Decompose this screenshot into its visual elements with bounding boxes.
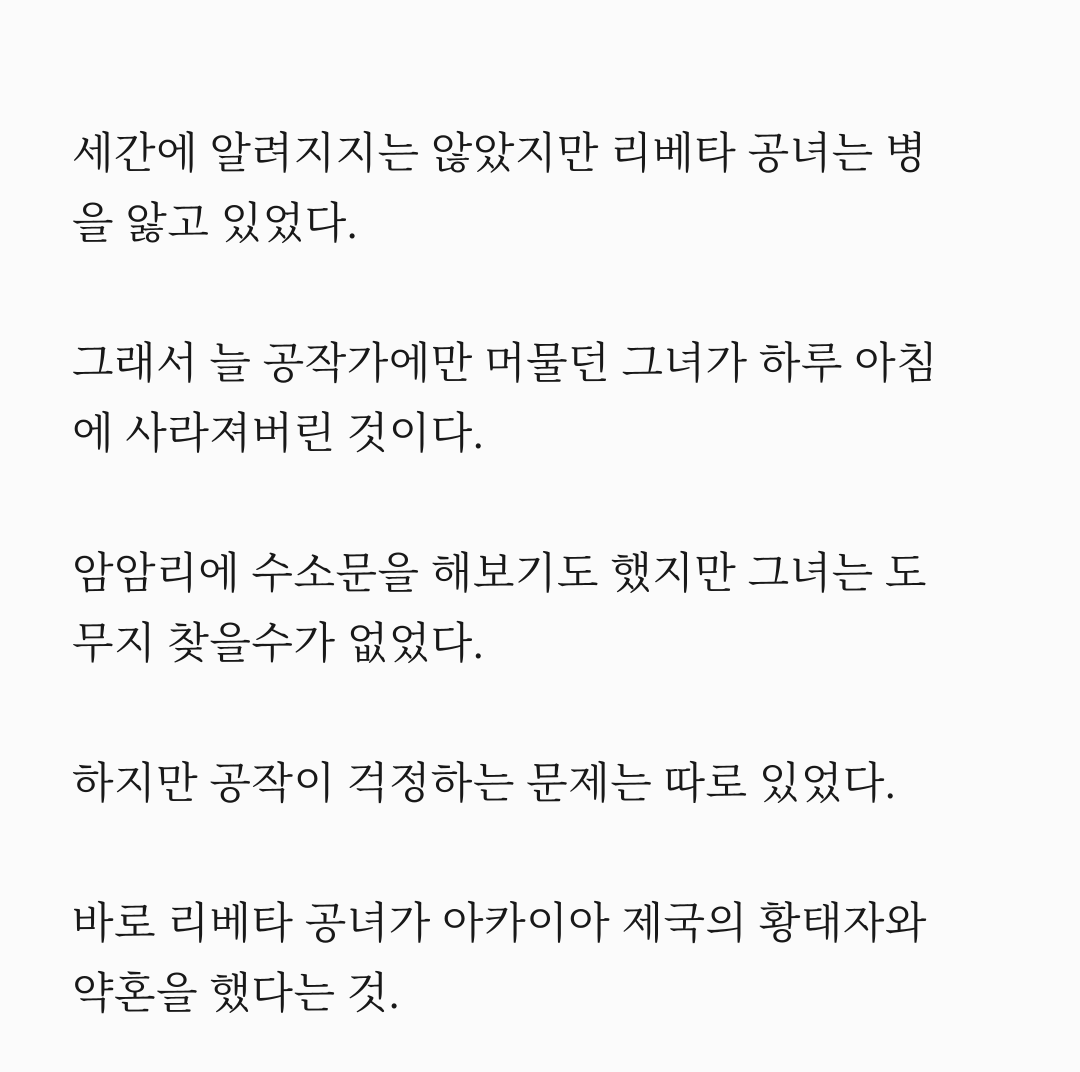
text-line: 무지 찾을수가 없었다. — [72, 621, 485, 668]
paragraph — [72, 750, 1010, 820]
text-line: 세간에 알려지지는 않았지만 리베타 공녀는 병 — [72, 131, 927, 178]
paragraph — [72, 330, 1010, 470]
text-line: 에 사라져버린 것이다. — [72, 411, 485, 458]
text-line: 암암리에 수소문을 해보기도 했지만 그녀는 도 — [72, 551, 927, 598]
paragraph — [72, 120, 1010, 260]
text-line: 하지만 공작이 걱정하는 문제는 따로 있었다. — [72, 761, 897, 808]
paragraph — [72, 890, 1010, 1030]
text-line: 약혼을 했다는 것. — [72, 971, 401, 1018]
text-line: 그래서 늘 공작가에만 머물던 그녀가 하루 아침 — [72, 341, 939, 388]
paragraph — [72, 540, 1010, 680]
text-line: 바로 리베타 공녀가 아카이아 제국의 황태자와 — [72, 901, 927, 948]
text-line: 을 앓고 있었다. — [72, 201, 358, 248]
